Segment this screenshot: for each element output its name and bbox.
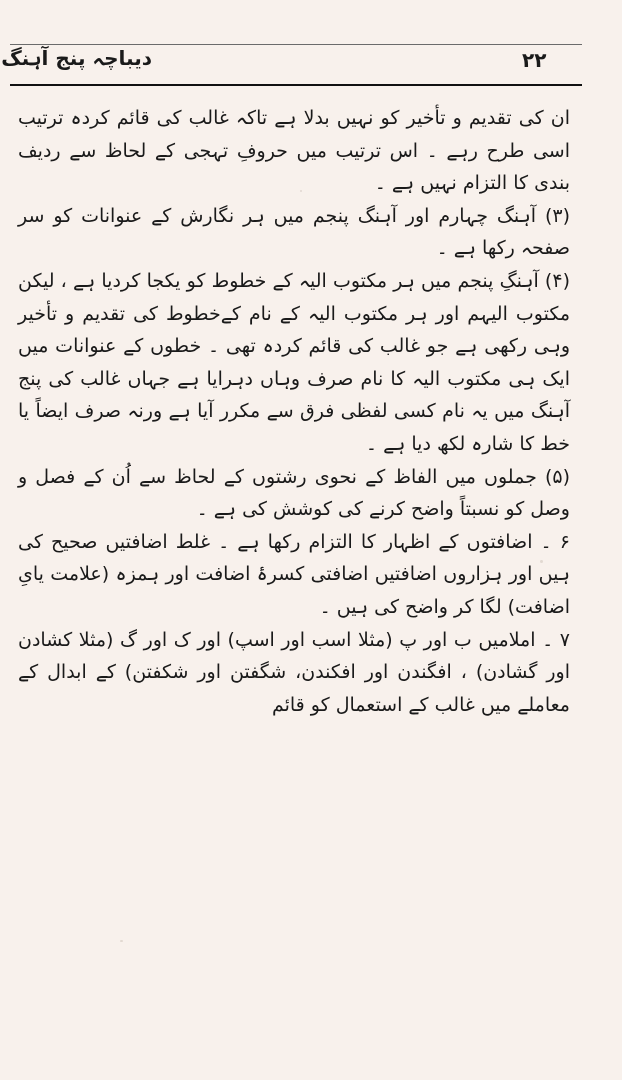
- header-rule: [10, 84, 582, 86]
- running-title: دیباچہ پنج آہنگ: [1, 46, 152, 70]
- paper-speckle: [120, 940, 123, 942]
- paragraph-5: ۶ ۔ اضافتوں کے اظہار کا التزام رکھا ہے ۔ غلط اضافتیں صحیح کی ہیں اور ہزاروں اضافتیں اضافتی کسرۂ اضافت اور ہمزہ (علامت یایِ اضافت) لگا کر واضح کی ہیں ۔: [18, 530, 570, 618]
- paragraph-1: ان کی تقدیم و تأخیر کو نہیں بدلا ہے تاکہ غالب کی قائم کردہ ترتیب اسی طرح رہے ۔ اس ترتیب میں حروفِ تہجی کے لحاظ سے ردیف بندی کا التزام نہیں ہے ۔: [18, 107, 570, 195]
- top-border-rule: [10, 44, 582, 45]
- paragraph-2: (۳) آہنگ چہارم اور آہنگ پنجم میں ہر نگارش کے عنوانات کو سر صفحہ رکھا ہے ۔: [18, 204, 570, 260]
- page-header: [0, 46, 622, 82]
- paragraph-4: (۵) جملوں میں الفاظ کے نحوی رشتوں کے لحاظ سے اُن کے فصل و وصل کو نسبتاً واضح کرنے کی کوشش کی ہے ۔: [18, 465, 570, 521]
- body-text: [18, 102, 570, 721]
- paper-speckle: [540, 560, 543, 563]
- paragraph-6: ۷ ۔ املامیں ب اور پ (مثلا اسب اور اسپ) اور ک اور گ (مثلا کشادن اور گشادن) ، افگندن اور افکندن، شگفتن اور شکفتن) کے ابدال کے معاملے میں غالب کے استعمال کو قائم: [18, 628, 570, 716]
- paper-speckle: [300, 190, 302, 192]
- paragraph-3: (۴) آہنگِ پنجم میں ہر مکتوب الیہ کے خطوط کو یکجا کردیا ہے ، لیکن مکتوب الیہم اور ہر مکتوب الیہ کے نام کےخطوط کی تقدیم و تأخیر وہی رکھی ہے جو غالب کی قائم کردہ تھی ۔ خطوں کے عنوانات میں ایک ہی مکتوب الیہ کا نام صرف وہاں دہرایا ہے جہاں غالب کی پنج آہنگ میں یہ نام کسی لفظی فرق سے مکرر آیا ہے ورنہ صرف ایضاً یا خط کا شارہ لکھ دیا ہے ۔: [18, 269, 570, 455]
- page-number: ۲۲: [522, 48, 547, 72]
